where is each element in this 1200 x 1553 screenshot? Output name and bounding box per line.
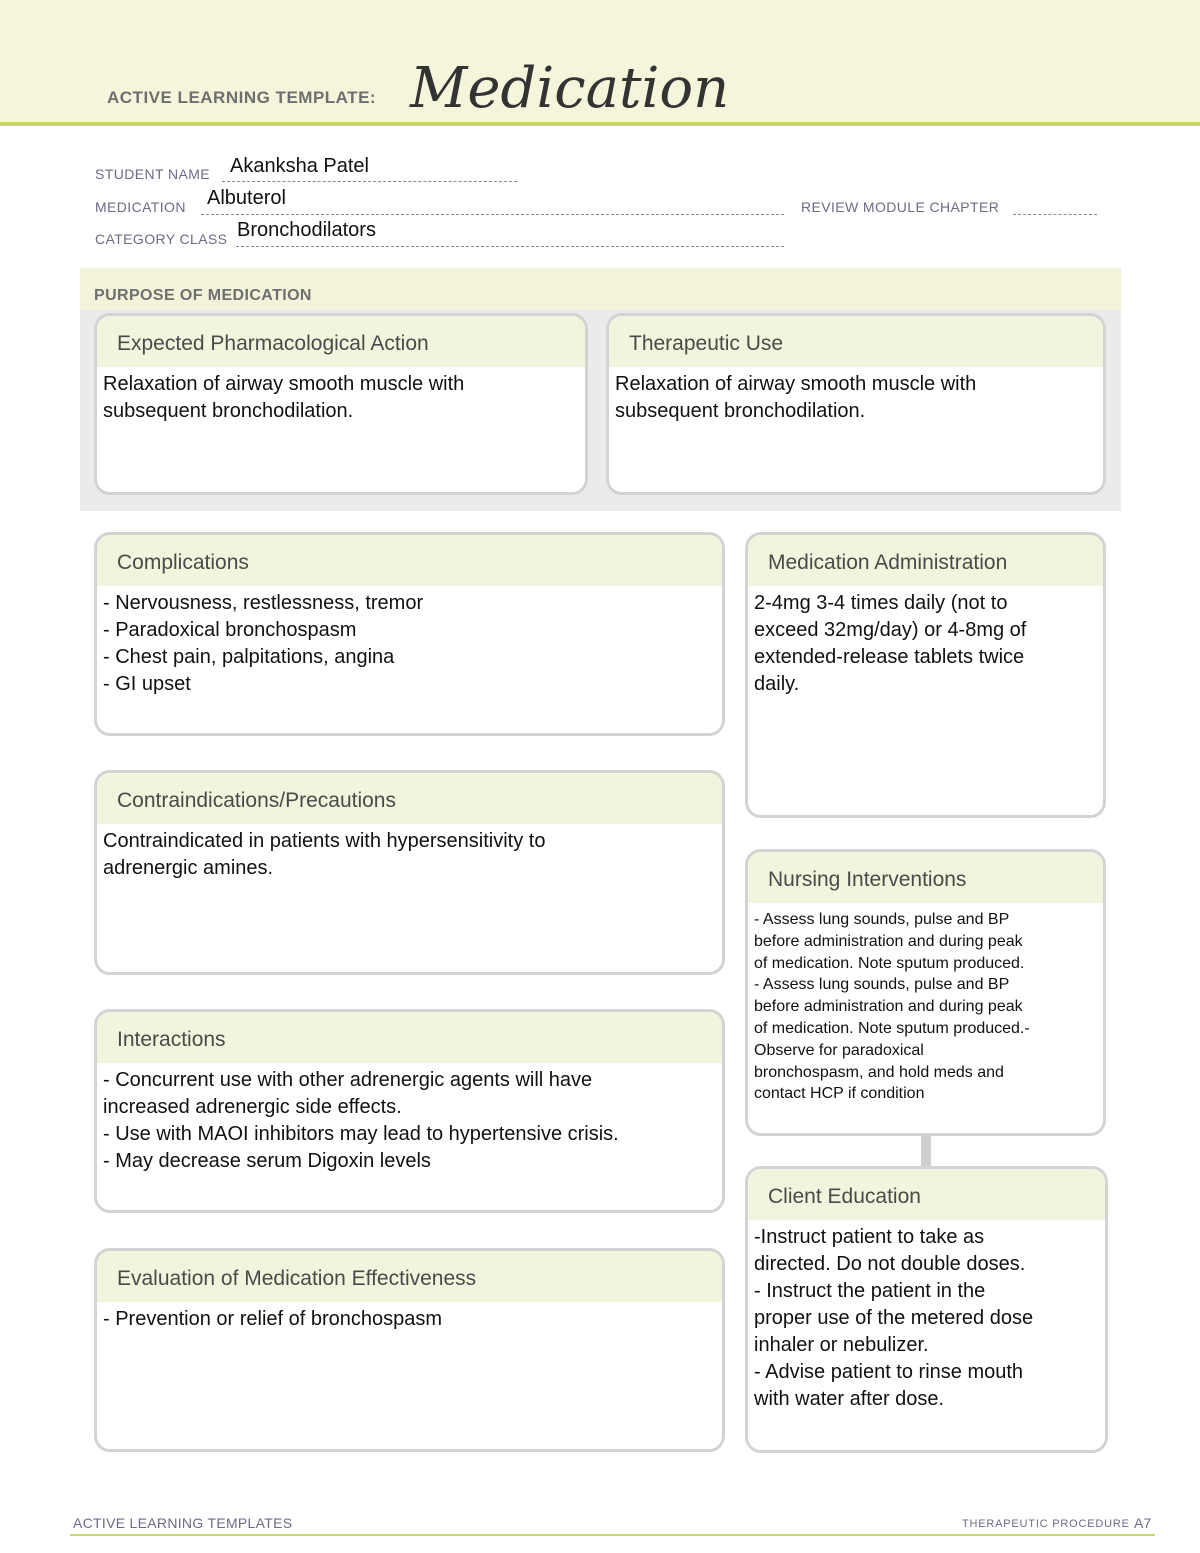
medication-label: MEDICATION bbox=[95, 199, 186, 215]
therapeutic-use-body[interactable]: Relaxation of airway smooth muscle with subsequent bronchodilation. bbox=[615, 373, 977, 422]
evaluation-heading: Evaluation of Medication Effectiveness bbox=[97, 1251, 722, 1302]
complications-heading: Complications bbox=[97, 535, 722, 586]
medication-administration-body[interactable]: 2-4mg 3-4 times daily (not to exceed 32mg/day) or 4-8mg of extended-release tablets twice daily. bbox=[754, 592, 1027, 695]
interactions-body[interactable]: - Concurrent use with other adrenergic agents will have increased adrenergic side effects. - Use with MAOI inhibitors may lead to hypertensive crisis. - May decrease serum Digoxin levels bbox=[103, 1069, 619, 1172]
student-name-label: STUDENT NAME bbox=[95, 166, 210, 182]
client-education-body[interactable]: -Instruct patient to take as directed. Do not double doses. - Instruct the patient in the proper use of the metered dose inhaler or nebulizer. - Advise patient to rinse mouth with water after dose. bbox=[754, 1226, 1034, 1410]
medication-administration-heading: Medication Administration bbox=[748, 535, 1103, 586]
footer-right: THERAPEUTIC PROCEDURE bbox=[962, 1518, 1130, 1530]
medication-line bbox=[201, 196, 784, 215]
review-module-label: REVIEW MODULE CHAPTER bbox=[801, 199, 1000, 215]
interactions-heading: Interactions bbox=[97, 1012, 722, 1063]
evaluation-body[interactable]: - Prevention or relief of bronchospasm bbox=[103, 1308, 443, 1330]
client-education-heading: Client Education bbox=[748, 1169, 1105, 1220]
therapeutic-use-box bbox=[606, 313, 1106, 495]
complications-box bbox=[94, 532, 725, 736]
expected-action-box bbox=[94, 313, 588, 495]
complications-body[interactable]: - Nervousness, restlessness, tremor - Paradoxical bronchospasm - Chest pain, palpitations, angina - GI upset bbox=[103, 592, 424, 695]
nursing-interventions-body[interactable]: - Assess lung sounds, pulse and BP before administration and during peak of medication. Note sputum produced. - Assess lung sounds, pulse and BP before administration and during peak of medication. Note sputum produced.- Observe for paradoxical bronchospasm, and hold meds and contact HCP if condition bbox=[754, 911, 1030, 1103]
template-title: Medication bbox=[410, 56, 730, 121]
expected-action-heading: Expected Pharmacological Action bbox=[97, 316, 585, 367]
evaluation-box bbox=[94, 1248, 725, 1452]
category-class-value[interactable]: Bronchodilators bbox=[237, 219, 376, 241]
contraindications-body[interactable]: Contraindicated in patients with hypersensitivity to adrenergic amines. bbox=[103, 830, 546, 879]
header-rule bbox=[0, 122, 1200, 126]
student-name-value[interactable]: Akanksha Patel bbox=[230, 155, 369, 177]
box-connector bbox=[921, 1136, 931, 1166]
footer-rule bbox=[70, 1534, 1155, 1536]
footer-left: ACTIVE LEARNING TEMPLATES bbox=[73, 1515, 293, 1531]
expected-action-body[interactable]: Relaxation of airway smooth muscle with subsequent bronchodilation. bbox=[103, 373, 465, 422]
category-class-label: CATEGORY CLASS bbox=[95, 231, 228, 247]
template-label: ACTIVE LEARNING TEMPLATE: bbox=[107, 88, 377, 107]
client-education-box bbox=[745, 1166, 1108, 1453]
interactions-box bbox=[94, 1009, 725, 1213]
contraindications-heading: Contraindications/Precautions bbox=[97, 773, 722, 824]
nursing-interventions-box bbox=[745, 849, 1106, 1136]
footer-page-number: A7 bbox=[1134, 1515, 1152, 1531]
review-module-line[interactable] bbox=[1013, 196, 1097, 215]
medication-administration-box bbox=[745, 532, 1106, 818]
purpose-title: PURPOSE OF MEDICATION bbox=[94, 287, 312, 304]
therapeutic-use-heading: Therapeutic Use bbox=[609, 316, 1103, 367]
contraindications-box bbox=[94, 770, 725, 975]
nursing-interventions-heading: Nursing Interventions bbox=[748, 852, 1103, 903]
medication-value[interactable]: Albuterol bbox=[207, 187, 286, 209]
